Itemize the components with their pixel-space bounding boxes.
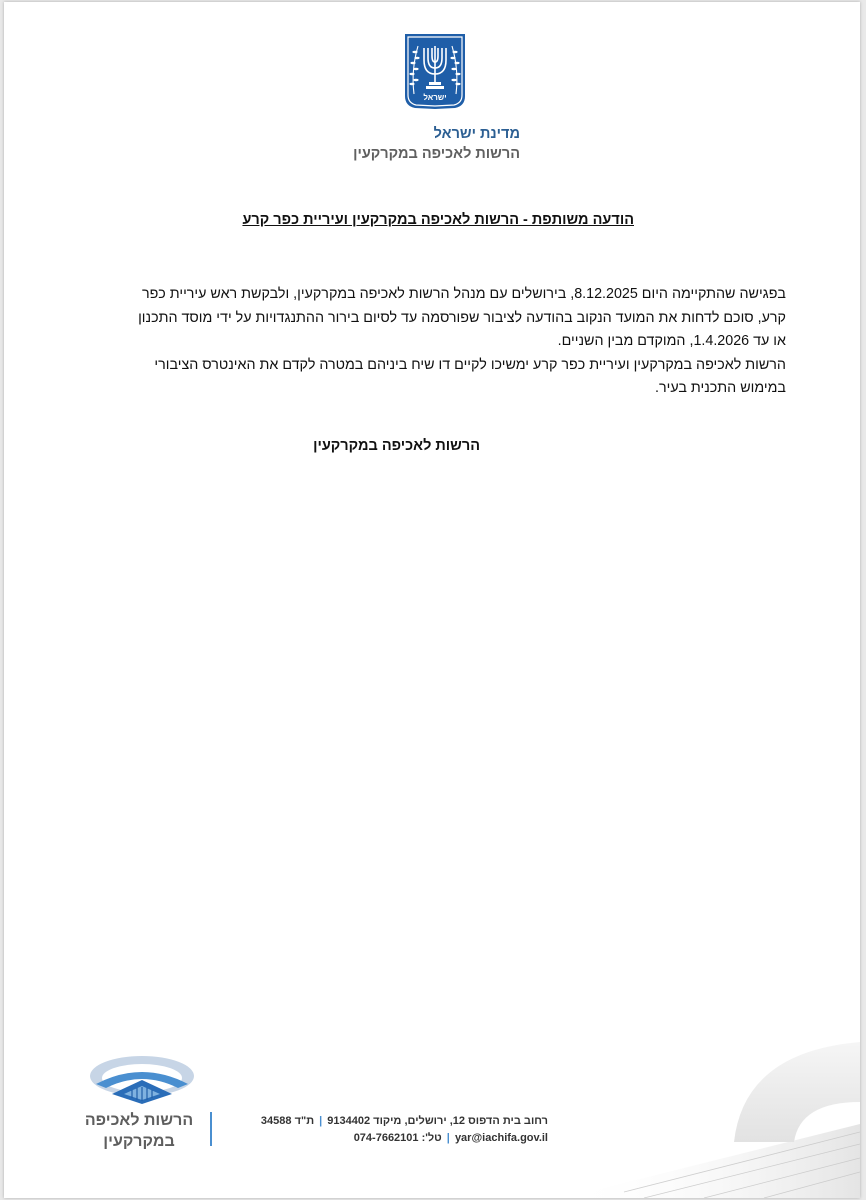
footer-separator: | — [319, 1115, 323, 1127]
body-line: הרשות לאכיפה במקרקעין ועיריית כפר קרע ימשיכו לקיים דו שיח ביניהם במטרה לקדם את האינטרס הציבורי — [154, 356, 786, 373]
government-name: מדינת ישראל — [433, 126, 520, 142]
footer-decoration — [564, 1032, 860, 1198]
footer-contact-line — [218, 1129, 548, 1147]
body-line: קרע, סוכם לדחות את המועד הנקוב בהודעה לציבור שפורסמה עד לסיום בירור ההתנגדויות על ידי מוסד התכנון — [138, 309, 786, 326]
footer-email[interactable]: yar@iachifa.gov.il — [454, 1132, 548, 1144]
footer-logo-text — [74, 1110, 204, 1152]
footer-divider — [210, 1112, 212, 1146]
document-body — [86, 283, 786, 401]
footer-address: רחוב בית הדפוס 12, ירושלים, מיקוד 9134402 — [327, 1115, 548, 1127]
authority-name: הרשות לאכיפה במקרקעין — [353, 146, 520, 162]
footer-phone: 074-7662101 — [353, 1132, 419, 1144]
emblem-caption: ישראל — [423, 93, 447, 102]
body-line: בפגישה שהתקיימה היום 8.12.2025, בירושלים עם מנהל הרשות לאכיפה במקרקעין, ולבקשת ראש עיריית כפר — [141, 286, 786, 302]
footer-address-line — [218, 1112, 548, 1130]
signature: הרשות לאכיפה במקרקעין — [313, 438, 480, 454]
footer-separator: | — [446, 1132, 450, 1144]
document-page — [4, 2, 860, 1198]
footer-logo-line: במקרקעין — [103, 1133, 175, 1150]
body-line: או עד 1.4.2026, המוקדם מבין השניים. — [557, 333, 786, 349]
footer-phone-label: טל': — [421, 1132, 442, 1144]
body-line: במימוש התכנית בעיר. — [655, 380, 786, 396]
footer-logo-line: הרשות לאכיפה — [84, 1112, 194, 1129]
israel-emblem-icon — [402, 32, 468, 110]
authority-logo-icon — [82, 1054, 202, 1110]
footer-po-box: ת"ד 34588 — [260, 1115, 315, 1127]
document-title: הודעה משותפת - הרשות לאכיפה במקרקעין ועיריית כפר קרע — [242, 212, 634, 228]
